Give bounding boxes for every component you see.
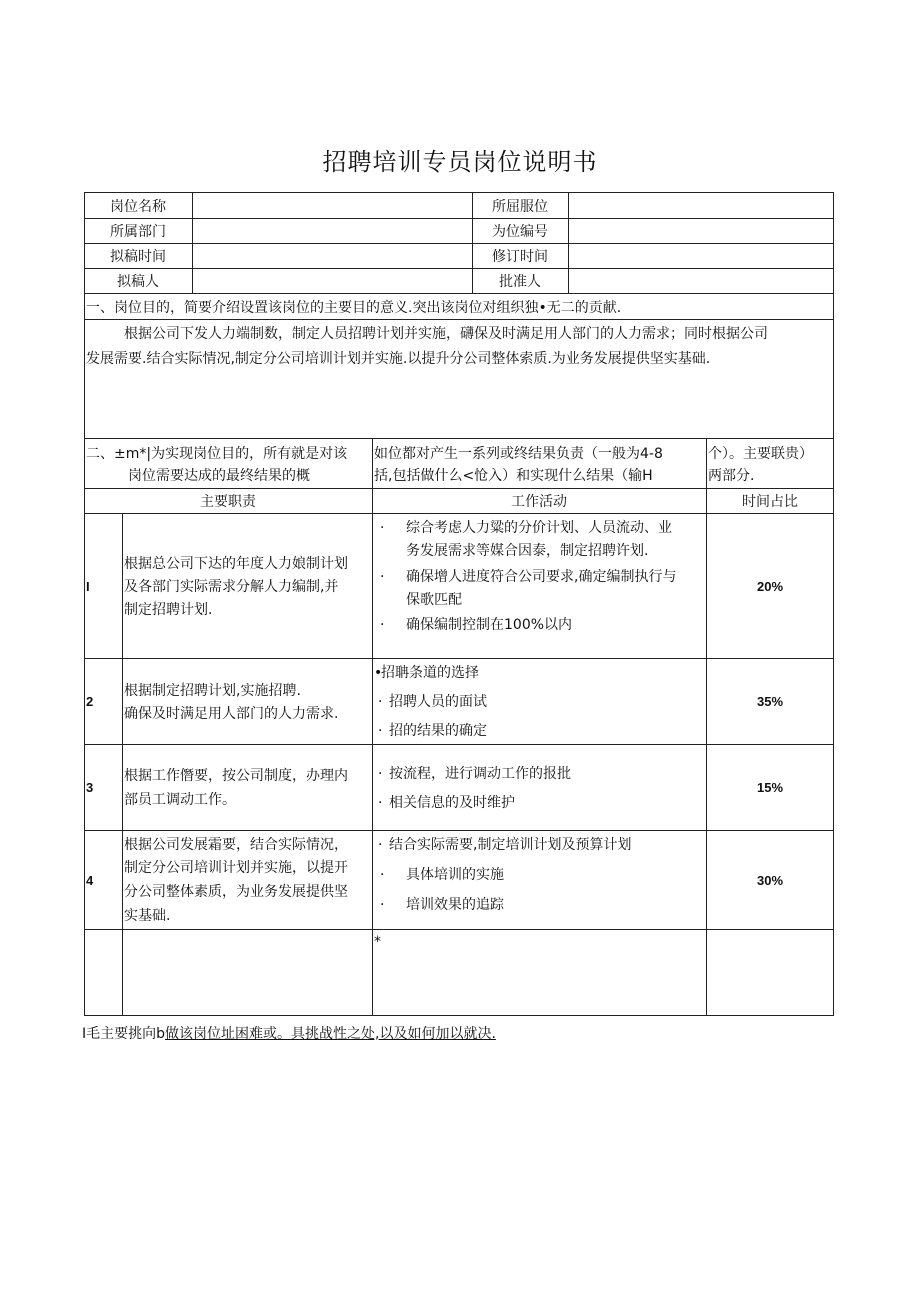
- duty-row-4-desc-line3: 分公司整体素质，为业务发展提供坚: [124, 884, 348, 900]
- info-row-divider: [84, 268, 834, 269]
- info-col-divider: [192, 192, 193, 294]
- activity-bullet: ·: [380, 520, 385, 536]
- duty-row-3-desc-line2: 部员工调动工作。: [124, 792, 236, 808]
- activity-1-2-line1: 确保增人进度符合公司要求,确定编制执行与: [406, 569, 677, 585]
- activity-1-1-line2: 务发展需求等媒合因泰，制定招聘许划.: [406, 543, 649, 559]
- activity-1-3-line1: 确保编制控制在100%以内: [406, 617, 573, 633]
- duty-row-divider: [84, 744, 834, 745]
- section2-col1-line2: 岗位需要达成的最终结果的概: [128, 468, 310, 484]
- challenges-heading-prefix: I毛主要挑向b: [82, 1026, 166, 1042]
- duty-row-3-num: 3: [86, 780, 94, 795]
- info-row-divider: [84, 243, 834, 244]
- duty-row-1-num: I: [86, 579, 90, 594]
- info-col-divider: [568, 192, 569, 294]
- duty-row-4-time: 30%: [756, 873, 784, 888]
- activity-bullet: ·: [380, 897, 385, 913]
- label-position-code: 为位编号: [492, 224, 548, 240]
- label-draft-time: 拟稿时间: [110, 249, 166, 265]
- activity-bullet: ·: [380, 617, 385, 633]
- header-time-share: 时间占比: [742, 494, 798, 510]
- duties-col-divider: [372, 488, 373, 1016]
- section2-col1-line1: 二、±m*|为实现岗位目的，所有就是对该: [86, 446, 348, 462]
- info-row-divider: [84, 218, 834, 219]
- duty-row-1-desc-line1: 根据总公司下达的年度人力娘制计划: [124, 556, 348, 572]
- section2-col3-line2: 两部分.: [708, 468, 755, 484]
- activity-2-3-line1: 招的结果的确定: [389, 723, 487, 739]
- duty-row-4-desc-line4: 实基础.: [124, 908, 171, 924]
- label-position-name: 岗位名称: [110, 199, 166, 215]
- activity-2-2-line1: 招聘人员的面试: [389, 694, 487, 710]
- duty-row-2-desc-line1: 根据制定招聘计划,实施招聘.: [124, 683, 301, 699]
- duties-num-divider: [122, 513, 123, 1016]
- duties-header-top: [84, 488, 834, 489]
- activity-bullet: ·: [378, 694, 383, 710]
- activity-1-2-line2: 保歌匹配: [406, 592, 462, 608]
- section2-col-divider: [706, 438, 707, 488]
- header-work-activity: 工作活动: [511, 494, 567, 510]
- label-approver: 批准人: [499, 274, 541, 290]
- duty-row-1-time: 20%: [756, 579, 784, 594]
- activity-2-1-line1: 招聃条道的选择: [381, 665, 479, 681]
- section-purpose-body-line2: 发展需要.结合实际情况,制定分公司培训计划并实施.以提升分公司整体索质.为业务发展提供坚实基础.: [86, 351, 711, 367]
- activity-bullet: ·: [378, 766, 383, 782]
- activity-1-1-line1: 综合考虑人力粱的分价计划、人员流动、业: [406, 520, 672, 536]
- duties-col-divider: [706, 488, 707, 1016]
- activity-4-2-line1: 具体培训的实施: [406, 867, 504, 883]
- page-title: 招聘培训专员岗位说明书: [322, 148, 598, 176]
- duty-row-2-desc-line2: 确保及时满足用人部门的人力需求.: [124, 706, 339, 722]
- duty-row-2-num: 2: [86, 694, 94, 709]
- duty-row-divider: [84, 658, 834, 659]
- activity-bullet: •: [374, 665, 383, 681]
- duty-row-4-desc-line1: 根据公司发展霜要，结合实际情况，: [124, 837, 348, 853]
- duty-row-divider: [84, 929, 834, 930]
- section2-col2-line2: 括,包括做什么<怆入）和实现什么结果（输H: [374, 468, 653, 484]
- duty-row-1-desc-line3: 制定招聘计划.: [124, 602, 213, 618]
- header-main-duty: 主要职责: [200, 494, 256, 510]
- activity-3-2-line1: 相关信息的及时维护: [389, 795, 515, 811]
- section-purpose-heading: 一、岗位目的，简要介绍设置该岗位的主要目的意义.突出该岗位对组织独•无二的贡献.: [86, 300, 622, 316]
- duties-header-bottom: [84, 513, 834, 514]
- activity-bullet: *: [374, 934, 381, 950]
- duty-row-2-time: 35%: [756, 694, 784, 709]
- duty-row-4-desc-line2: 制定分公司培训计划并实施，以提开: [124, 860, 348, 876]
- duty-row-4-num: 4: [86, 873, 94, 888]
- section2-col3-line1: 个）。主要联贵）: [708, 446, 813, 462]
- duty-row-1-desc-line2: 及各部门实际需求分解人力编制,并: [124, 579, 339, 595]
- activity-4-3-line1: 培训效果的追踪: [406, 897, 504, 913]
- section2-col-divider: [372, 438, 373, 488]
- label-drafter: 拟稿人: [117, 274, 159, 290]
- section2-col2-line1: 如位都对产生一系列或终结果负责（一般为4-8: [374, 446, 663, 462]
- activity-bullet: ·: [380, 867, 385, 883]
- challenges-heading: [82, 1024, 496, 1044]
- label-superior-position: 所屈服位: [492, 199, 548, 215]
- activity-bullet: ·: [378, 795, 383, 811]
- section-purpose-divider: [84, 319, 834, 320]
- activity-bullet: ·: [378, 723, 383, 739]
- challenges-heading-underlined: 做该岗位址困难或。具挑战性之处,以及如何加以就决.: [165, 1026, 496, 1042]
- activity-4-1-line1: 结合实际需要,制定培训计划及预算计划: [389, 837, 632, 853]
- activity-3-1-line1: 按流程，进行调动工作的报批: [389, 766, 571, 782]
- label-revision-time: 修订时间: [492, 249, 548, 265]
- activity-bullet: ·: [380, 569, 385, 585]
- activity-bullet: ·: [378, 837, 383, 853]
- duty-row-3-time: 15%: [756, 780, 784, 795]
- duty-row-3-desc-line1: 根据工作僭要，按公司制度，办理内: [124, 768, 348, 784]
- section-purpose-body-line1: 根据公司下发人力端制数，制定人员招聘计划并实施，礴保及时满足用人部门的人力需求；同时根据公司: [124, 326, 768, 342]
- label-department: 所属部门: [110, 224, 166, 240]
- duty-row-divider: [84, 830, 834, 831]
